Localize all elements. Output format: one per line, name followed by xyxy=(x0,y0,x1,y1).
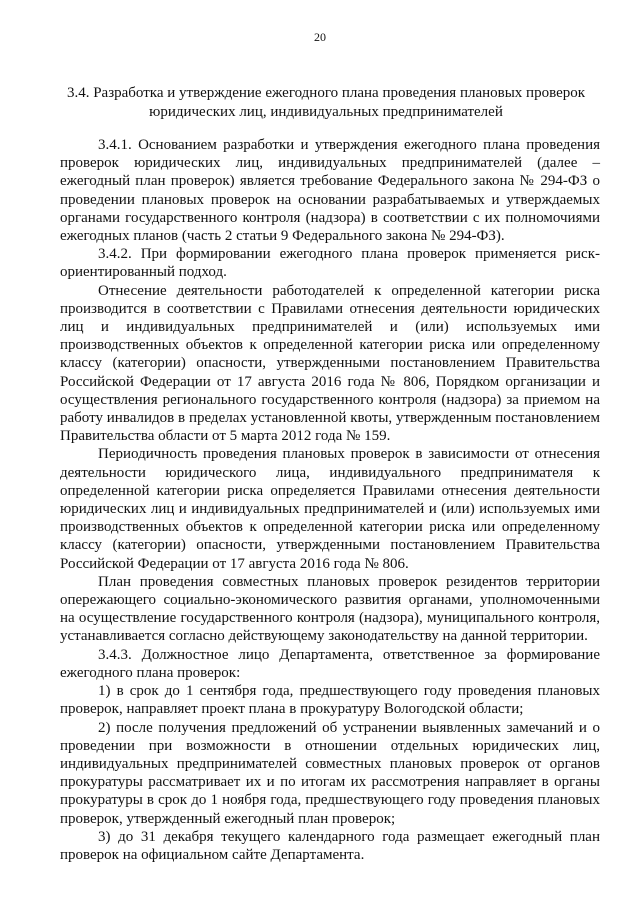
paragraph-3-4-3: 3.4.3. Должностное лицо Департамента, ответственное за формирование ежегодного плана проверок: xyxy=(60,646,600,681)
list-item-1: 1) в срок до 1 сентября года, предшествующего году проведения плановых проверок, направляет проект плана в прокуратуру Вологодской области; xyxy=(60,683,600,718)
paragraph-risk-category: Отнесение деятельности работодателей к определенной категории риска производится в соответствии с Правилами отнесения деятельности юридических лиц и индивидуальных предпринимателей и (или) используемых ими производственных объектов к определенной категории риска или определенному классу (категории) опасности, утвержденными постановлением Правительства Российской Федерации от 17 августа 2016 года № 806, Порядком организации и осуществления регионального государственного контроля (надзора) за приемом на работу инвалидов в пределах установленной квоты, утвержденным постановлением Правительства области от 5 марта 2012 года № 159. xyxy=(60,282,600,445)
section-heading: 3.4. Разработка и утверждение ежегодного плана проведения плановых проверок юридических лиц, индивидуальных предпринимателей xyxy=(66,85,586,120)
page-number: 20 xyxy=(314,30,326,44)
document-body xyxy=(60,136,600,864)
paragraph-joint-inspections: План проведения совместных плановых проверок резидентов территории опережающего социально-экономического развития органами, уполномоченными на осуществление государственного контроля (надзора), муниципального контроля, устанавливается согласно действующему законодательству на данной территории. xyxy=(60,573,600,645)
list-item-3: 3) до 31 декабря текущего календарного года размещает ежегодный план проверок на официальном сайте Департамента. xyxy=(60,828,600,863)
paragraph-3-4-2: 3.4.2. При формировании ежегодного плана проверок применяется риск-ориентированный подход. xyxy=(60,246,600,281)
paragraph-periodicity: Периодичность проведения плановых проверок в зависимости от отнесения деятельности юридического лица, индивидуального предпринимателя к определенной категории риска определяется Правилами отнесения деятельности юридических лиц и индивидуальных предпринимателей и (или) используемых ими производственных объектов к определенной категории риска или определенному классу (категории) опасности, утвержденными постановлением Правительства Российской Федерации от 17 августа 2016 года № 806. xyxy=(60,446,600,572)
list-item-2: 2) после получения предложений об устранении выявленных замечаний и о проведении при возможности в отношении отдельных юридических лиц, индивидуальных предпринимателей совместных плановых проверок от органов прокуратуры рассматривает их и по итогам их рассмотрения направляет в органы прокуратуры в срок до 1 ноября года, предшествующего году проведения плановых проверок, утвержденный ежегодный план проверок; xyxy=(60,719,600,827)
paragraph-3-4-1: 3.4.1. Основанием разработки и утверждения ежегодного плана проведения проверок юридических лиц, индивидуальных предпринимателей (далее – ежегодный план проверок) является требование Федерального закона № 294-ФЗ о проведении плановых проверок на основании разрабатываемых и утверждаемых органами государственного контроля (надзора) в соответствии с их полномочиями ежегодных планов (часть 2 статьи 9 Федерального закона № 294-ФЗ). xyxy=(60,137,600,245)
